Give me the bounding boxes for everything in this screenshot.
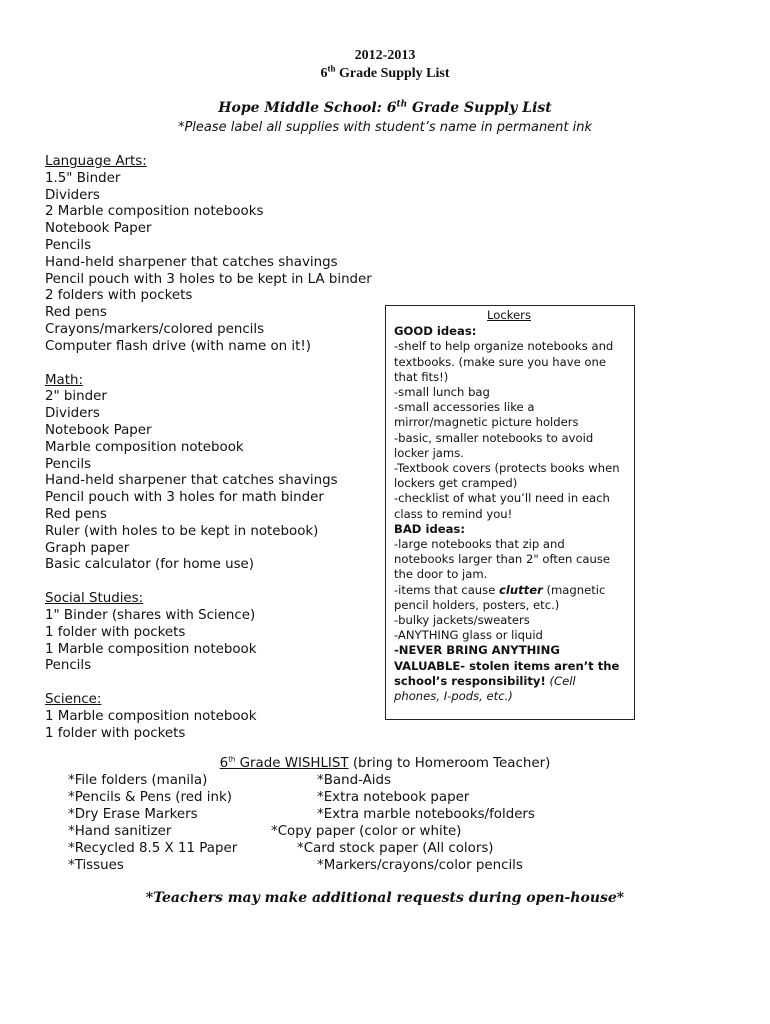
- supply-item: Basic calculator (for home use): [45, 557, 255, 573]
- wishlist-right-6: *Markers/crayons/color pencils: [317, 858, 523, 873]
- supply-column: [45, 154, 385, 743]
- supply-item: Notebook Paper: [45, 221, 152, 237]
- clutter-post: (magnetic pencil holders, posters, etc.): [394, 582, 606, 612]
- bad-idea-item: -large notebooks that zip and notebooks larger than 2" often cause the door to jam.: [394, 537, 611, 582]
- supply-item: 1.5" Binder: [45, 170, 121, 186]
- supply-item: Pencils: [45, 237, 92, 253]
- supply-item: Marble composition notebook: [45, 439, 244, 455]
- grade-number: 6: [320, 66, 328, 81]
- wishlist-heading: [0, 756, 770, 771]
- bad-idea-item: -ANYTHING glass or liquid: [394, 628, 543, 643]
- math-list: [45, 389, 385, 574]
- wishlist-left-3: *Dry Erase Markers: [68, 807, 198, 822]
- supply-item: Pencil pouch with 3 holes to be kept in LA binder: [45, 271, 372, 287]
- list-heading: [0, 63, 770, 82]
- title-superscript: th: [396, 99, 408, 110]
- bad-ideas-heading: BAD ideas:: [394, 521, 465, 536]
- never-item: [394, 643, 624, 704]
- bad-ideas-list-2: [394, 613, 624, 643]
- wishlist-grade: 6: [219, 756, 229, 771]
- label-instruction: *Please label all supplies with student’s name in permanent ink: [177, 120, 593, 135]
- supply-item: Red pens: [45, 305, 107, 321]
- supply-item: Hand-held sharpener that catches shavings: [45, 254, 338, 270]
- supply-item: Hand-held sharpener that catches shavings: [45, 473, 338, 489]
- supply-item: Pencil pouch with 3 holes for math binder: [45, 490, 324, 506]
- supply-item: 2" binder: [45, 389, 107, 405]
- supply-item: Computer flash drive (with name on it!): [45, 338, 311, 354]
- supply-item: 2 folders with pockets: [45, 288, 193, 304]
- wishlist-right-2: *Extra notebook paper: [317, 790, 470, 805]
- good-idea-item: -small accessories like a mirror/magnetic picture holders: [394, 400, 579, 430]
- supply-item: Graph paper: [45, 540, 130, 556]
- supply-item: 1 folder with pockets: [45, 725, 186, 741]
- wishlist-superscript: th: [228, 755, 236, 764]
- clutter-item: [394, 583, 624, 613]
- good-idea-item: -checklist of what you’ll need in each class to remind you!: [394, 491, 610, 521]
- good-idea-item: -Textbook covers (protects books when lockers get cramped): [394, 461, 620, 491]
- supply-item: 1 Marble composition notebook: [45, 641, 257, 657]
- supply-item: Pencils: [45, 456, 92, 472]
- clutter-word: clutter: [499, 582, 543, 597]
- title-school: Hope Middle School: 6: [218, 100, 397, 116]
- supply-item: Dividers: [45, 406, 100, 422]
- never-italic-text: (Cell phones, I-pods, etc.): [394, 673, 576, 704]
- supply-item: 1 folder with pockets: [45, 624, 186, 640]
- section-heading-science: [45, 692, 385, 709]
- wishlist-left-4: *Hand sanitizer: [68, 824, 172, 839]
- language-arts-list: [45, 171, 385, 356]
- section-heading-math: [45, 373, 385, 390]
- supply-item: Dividers: [45, 187, 100, 203]
- bad-ideas-list: [394, 537, 624, 583]
- wishlist-right-4: *Copy paper (color or white): [271, 824, 462, 839]
- school-year: 2012-2013: [354, 48, 416, 63]
- supply-item: Pencils: [45, 658, 92, 674]
- document-title: [0, 100, 770, 116]
- list-heading-text: Grade Supply List: [335, 66, 450, 81]
- wishlist-note: (bring to Homeroom Teacher): [348, 756, 551, 771]
- good-ideas-list: [394, 339, 624, 521]
- wishlist-right-1: *Band-Aids: [317, 773, 391, 788]
- supply-item: Crayons/markers/colored pencils: [45, 321, 265, 337]
- section-heading-language-arts: Language Arts:: [45, 154, 147, 169]
- supply-item: Ruler (with holes to be kept in notebook): [45, 523, 319, 539]
- wishlist-title: Grade WISHLIST: [235, 756, 349, 771]
- never-bold-text: -NEVER BRING ANYTHING VALUABLE- stolen items aren’t the school’s responsibility!: [394, 643, 620, 688]
- wishlist-left-5: *Recycled 8.5 X 11 Paper: [68, 841, 238, 856]
- wishlist-left-1: *File folders (manila): [68, 773, 208, 788]
- science-heading-colon: :: [96, 692, 102, 708]
- supply-item: Notebook Paper: [45, 422, 152, 438]
- science-list: [45, 709, 385, 743]
- lockers-title: Lockers: [487, 308, 531, 322]
- good-idea-item: -basic, smaller notebooks to avoid locker jams.: [394, 430, 594, 460]
- supply-item: 1 Marble composition notebook: [45, 708, 257, 724]
- social-studies-list: [45, 608, 385, 675]
- title-rest: Grade Supply List: [407, 100, 552, 116]
- good-ideas-heading: GOOD ideas:: [394, 324, 477, 339]
- bad-idea-item: -bulky jackets/sweaters: [394, 613, 530, 628]
- wishlist-left-6: *Tissues: [68, 858, 124, 873]
- footer-note: *Teachers may make additional requests during open-house*: [145, 890, 625, 906]
- lockers-box: [385, 305, 635, 720]
- supply-item: 2 Marble composition notebooks: [45, 204, 264, 220]
- good-idea-item: -small lunch bag: [394, 385, 490, 400]
- section-heading-social-studies: Social Studies:: [45, 591, 144, 607]
- clutter-pre: -items that cause: [394, 582, 500, 597]
- science-heading-text: Science: [45, 692, 97, 708]
- supply-item: 1" Binder (shares with Science): [45, 607, 256, 623]
- wishlist-right-5: *Card stock paper (All colors): [297, 841, 494, 856]
- wishlist-right-3: *Extra marble notebooks/folders: [317, 807, 535, 822]
- math-heading-colon: :: [78, 372, 84, 388]
- good-idea-item: -shelf to help organize notebooks and textbooks. (make sure you have one that fits!): [394, 339, 614, 384]
- math-heading-text: Math: [45, 372, 79, 388]
- wishlist-left-2: *Pencils & Pens (red ink): [68, 790, 232, 805]
- supply-item: Red pens: [45, 506, 107, 522]
- grade-superscript: th: [327, 63, 336, 74]
